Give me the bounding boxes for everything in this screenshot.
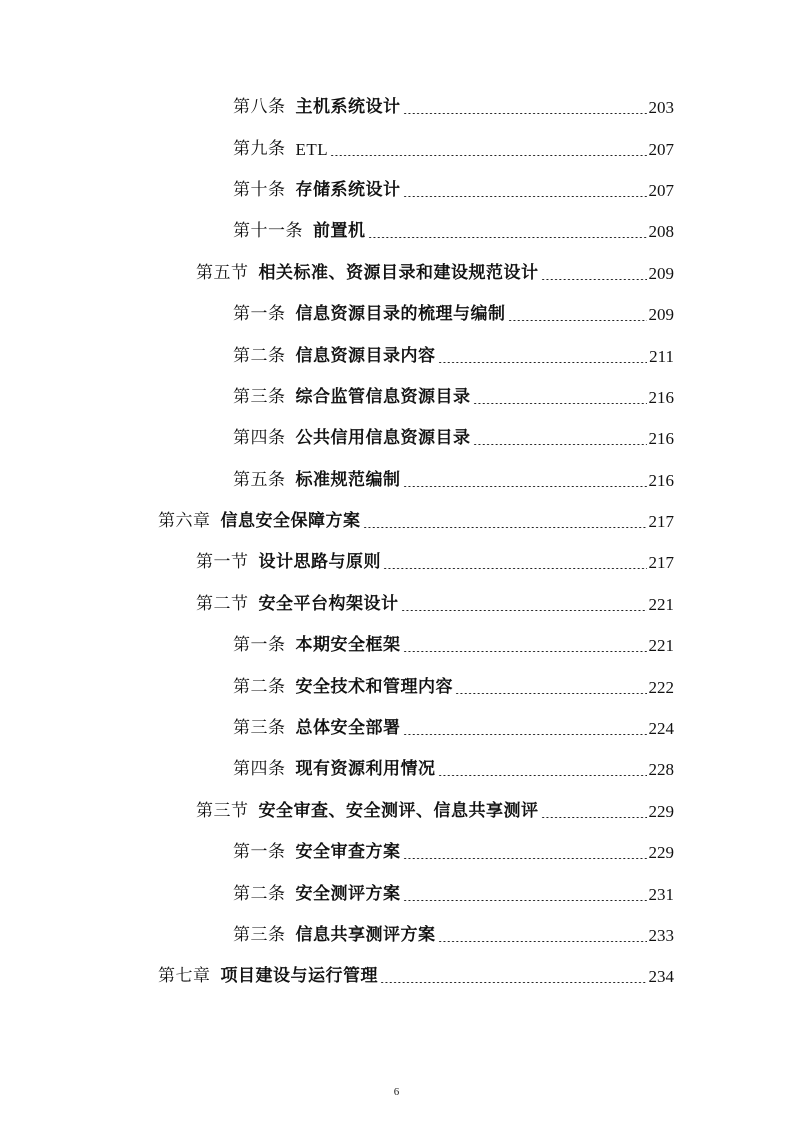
dot-leader bbox=[541, 279, 647, 280]
toc-entry[interactable] bbox=[0, 253, 793, 294]
toc-entry-prefix: 第二节 bbox=[196, 593, 249, 614]
dot-leader bbox=[403, 858, 647, 859]
dot-leader bbox=[438, 362, 648, 363]
toc-entry-title: 设计思路与原则 bbox=[258, 552, 381, 573]
page-number: 6 bbox=[393, 1086, 400, 1098]
dot-leader bbox=[368, 237, 647, 238]
toc-entry-prefix: 第一条 bbox=[233, 635, 286, 656]
dot-leader bbox=[455, 693, 647, 694]
toc-entry-title: 总体安全部署 bbox=[295, 718, 401, 739]
toc-entry-page: 231 bbox=[648, 884, 674, 904]
toc-entry-page: 207 bbox=[648, 139, 674, 159]
table-of-contents bbox=[0, 87, 793, 998]
toc-entry-title: 前置机 bbox=[313, 221, 366, 242]
toc-entry-title: 安全审查方案 bbox=[295, 842, 401, 863]
dot-leader bbox=[403, 734, 647, 735]
toc-entry[interactable] bbox=[0, 377, 793, 418]
toc-entry-page: 234 bbox=[648, 967, 674, 987]
toc-entry[interactable] bbox=[0, 749, 793, 790]
toc-entry-title: 安全技术和管理内容 bbox=[295, 676, 453, 697]
toc-entry[interactable] bbox=[0, 542, 793, 583]
toc-entry[interactable] bbox=[0, 418, 793, 459]
toc-entry-title: 项目建设与运行管理 bbox=[220, 966, 378, 987]
toc-entry[interactable] bbox=[0, 666, 793, 707]
toc-entry-prefix: 第九条 bbox=[233, 138, 286, 159]
toc-entry[interactable] bbox=[0, 211, 793, 252]
dot-leader bbox=[438, 775, 647, 776]
toc-entry-prefix: 第二条 bbox=[233, 345, 286, 366]
toc-entry-page: 221 bbox=[648, 594, 674, 614]
dot-leader bbox=[403, 651, 647, 652]
toc-entry-prefix: 第五条 bbox=[233, 469, 286, 490]
toc-entry[interactable] bbox=[0, 335, 793, 376]
toc-entry-title: ETL bbox=[295, 139, 329, 159]
dot-leader bbox=[508, 320, 647, 321]
toc-entry-prefix: 第八条 bbox=[233, 97, 286, 118]
toc-entry-prefix: 第一节 bbox=[196, 552, 249, 573]
toc-entry[interactable] bbox=[0, 832, 793, 873]
dot-leader bbox=[403, 113, 647, 114]
toc-entry-prefix: 第三条 bbox=[233, 925, 286, 945]
toc-entry[interactable] bbox=[0, 708, 793, 749]
toc-entry[interactable] bbox=[0, 170, 793, 211]
toc-entry-page: 228 bbox=[648, 760, 674, 780]
toc-entry-prefix: 第一条 bbox=[233, 842, 286, 863]
toc-entry-page: 217 bbox=[648, 553, 674, 573]
toc-entry-prefix: 第四条 bbox=[233, 759, 286, 780]
dot-leader bbox=[403, 196, 647, 197]
toc-entry-page: 209 bbox=[648, 305, 674, 325]
dot-leader bbox=[363, 527, 647, 528]
toc-entry-title: 现有资源利用情况 bbox=[295, 759, 436, 780]
toc-entry-title: 安全平台构架设计 bbox=[258, 593, 399, 614]
toc-entry-page: 203 bbox=[648, 98, 674, 118]
toc-entry-page: 217 bbox=[648, 512, 674, 532]
toc-entry-title: 安全审查、安全测评、信息共享测评 bbox=[258, 800, 539, 821]
toc-entry-prefix: 第三条 bbox=[233, 386, 286, 407]
toc-entry-title: 信息资源目录的梳理与编制 bbox=[295, 304, 506, 325]
toc-entry-title: 主机系统设计 bbox=[295, 97, 401, 118]
toc-entry-prefix: 第六章 bbox=[158, 511, 211, 532]
toc-entry[interactable] bbox=[0, 87, 793, 128]
toc-entry[interactable] bbox=[0, 584, 793, 625]
toc-entry-page: 224 bbox=[648, 719, 674, 739]
toc-entry-title: 存储系统设计 bbox=[295, 179, 401, 200]
toc-entry-page: 229 bbox=[648, 843, 674, 863]
toc-entry-page: 229 bbox=[648, 801, 674, 821]
toc-entry[interactable] bbox=[0, 501, 793, 542]
toc-entry-prefix: 第三条 bbox=[233, 718, 286, 739]
toc-entry[interactable] bbox=[0, 915, 793, 956]
toc-entry-prefix: 第四条 bbox=[233, 428, 286, 449]
toc-entry-prefix: 第十条 bbox=[233, 179, 286, 200]
toc-entry-title: 相关标准、资源目录和建设规范设计 bbox=[258, 262, 539, 283]
toc-entry-title: 信息资源目录内容 bbox=[295, 345, 436, 366]
toc-entry-page: 207 bbox=[648, 180, 674, 200]
dot-leader bbox=[401, 610, 647, 611]
dot-leader bbox=[473, 403, 647, 404]
toc-entry-title: 安全测评方案 bbox=[295, 883, 401, 904]
toc-entry-prefix: 第五节 bbox=[196, 262, 249, 283]
toc-entry-prefix: 第二条 bbox=[233, 883, 286, 904]
toc-entry[interactable] bbox=[0, 625, 793, 666]
toc-entry-page: 216 bbox=[648, 470, 674, 490]
toc-entry-prefix: 第二条 bbox=[233, 676, 286, 697]
dot-leader bbox=[383, 568, 647, 569]
toc-entry-page: 211 bbox=[649, 346, 674, 366]
toc-entry-page: 208 bbox=[648, 222, 674, 242]
toc-entry-title: 标准规范编制 bbox=[295, 469, 401, 490]
toc-entry[interactable] bbox=[0, 791, 793, 832]
toc-entry-page: 222 bbox=[648, 677, 674, 697]
toc-entry[interactable] bbox=[0, 956, 793, 997]
toc-entry-title: 本期安全框架 bbox=[295, 635, 401, 656]
toc-entry[interactable] bbox=[0, 460, 793, 501]
toc-entry-prefix: 第三节 bbox=[196, 800, 249, 821]
toc-entry-title: 信息共享测评方案 bbox=[295, 925, 436, 945]
toc-entry-prefix: 第一条 bbox=[233, 304, 286, 325]
toc-entry[interactable] bbox=[0, 873, 793, 914]
toc-entry-page: 216 bbox=[648, 387, 674, 407]
toc-entry-prefix: 第十一条 bbox=[233, 221, 303, 242]
dot-leader bbox=[330, 155, 646, 156]
dot-leader bbox=[403, 900, 647, 901]
toc-entry[interactable] bbox=[0, 294, 793, 335]
toc-entry[interactable] bbox=[0, 128, 793, 169]
toc-entry-title: 公共信用信息资源目录 bbox=[295, 428, 471, 449]
toc-entry-page: 216 bbox=[648, 429, 674, 449]
dot-leader bbox=[541, 817, 647, 818]
dot-leader bbox=[473, 444, 647, 445]
dot-leader bbox=[438, 941, 647, 942]
toc-entry-page: 221 bbox=[648, 636, 674, 656]
dot-leader bbox=[380, 982, 647, 983]
toc-entry-page: 209 bbox=[648, 263, 674, 283]
toc-entry-title: 综合监管信息资源目录 bbox=[295, 386, 471, 407]
toc-entry-prefix: 第七章 bbox=[158, 966, 211, 987]
toc-entry-title: 信息安全保障方案 bbox=[220, 511, 361, 532]
dot-leader bbox=[403, 486, 647, 487]
toc-entry-page: 233 bbox=[648, 926, 674, 945]
